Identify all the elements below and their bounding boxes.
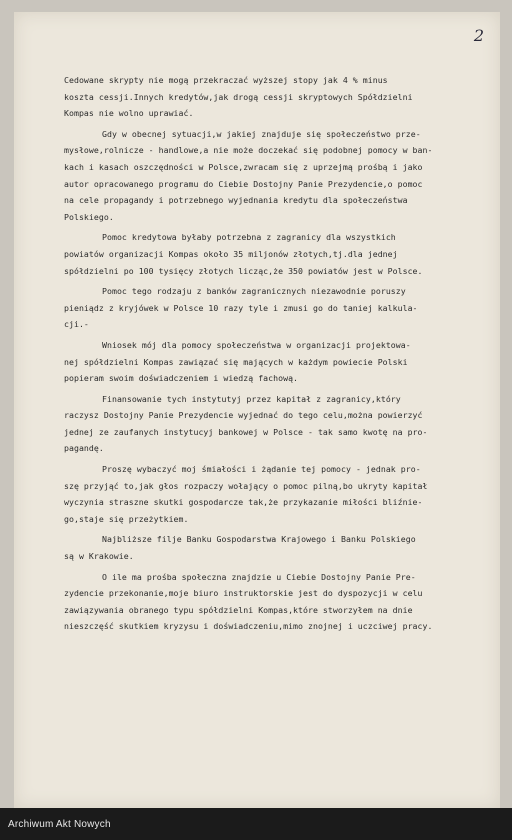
paragraph <box>64 229 488 279</box>
text-line: mysłowe,rolnicze - handlowe,a nie może doczekać się podobnej pomocy w ban- <box>64 145 433 156</box>
page-number: 2 <box>473 26 484 45</box>
text-line: wyczynia straszne skutki gospodarcze tak,że przykazanie miłości bliźnie- <box>64 497 423 508</box>
text-line: koszta cessji.Innych kredytów,jak drogą cessji skryptowych Spółdzielni <box>64 91 413 102</box>
text-line: szę przyjąć to,jak głos rozpaczy wołający o pomoc pilną,bo ukryty kapitał <box>64 480 428 491</box>
text-line: kach i kasach oszczędności w Polsce,zwracam się z uprzejmą prośbą i jako <box>64 161 423 172</box>
text-line: zydencie przekonanie,moje biuro instruktorskie jest do dyspozycji w celu <box>64 588 423 599</box>
paragraph <box>64 531 488 564</box>
text-line: na cele propagandy i potrzebnego wyjednania kredytu dla społeczeństwa <box>64 195 408 206</box>
text-line: Proszę wybaczyć moj śmiałości i żądanie tej pomocy - jednak pro- <box>102 464 421 475</box>
text-line: nieszczęść skutkiem kryzysu i doświadczeniu,mimo znojnej i uczciwej pracy. <box>64 621 433 632</box>
text-line: Polskiego. <box>64 211 114 222</box>
text-line: jednej ze zaufanych instytucyj bankowej w Polsce - tak samo kwotę na pro- <box>64 426 428 437</box>
paragraph <box>64 337 488 387</box>
text-line: Najbliższe filje Banku Gospodarstwa Krajowego i Banku Polskiego <box>102 534 416 545</box>
text-line: nej spółdzielni Kompas zawiązać się mających w każdym powiecie Polski <box>64 356 408 367</box>
text-line: powiatów organizacji Kompas około 35 miljonów złotych,tj.dla jednej <box>64 248 398 259</box>
text-line: są w Krakowie. <box>64 551 134 562</box>
text-line: O ile ma prośba społeczna znajdzie u Ciebie Dostojny Panie Pre- <box>102 571 416 582</box>
text-line: Finansowanie tych instytutyj przez kapitał z zagranicy,który <box>102 393 401 404</box>
paragraph <box>64 569 488 635</box>
document-page <box>14 12 500 808</box>
paragraph <box>64 283 488 333</box>
typed-letter-body <box>64 72 488 639</box>
archive-footer <box>0 808 512 840</box>
text-line: spółdzielni po 100 tysięcy złotych licząc,że 350 powiatów jest w Polsce. <box>64 265 423 276</box>
text-line: popieram swoim doświadczeniem i wiedzą fachową. <box>64 373 299 384</box>
text-line: raczysz Dostojny Panie Prezydencie wyjednać do tego celu,można powierzyć <box>64 410 423 421</box>
text-line: Wniosek mój dla pomocy społeczeństwa w organizacji projektowa- <box>102 339 411 350</box>
text-line: Pomoc tego rodzaju z banków zagranicznych niezawodnie poruszy <box>102 286 406 297</box>
text-line: autor opracowanego programu do Ciebie Dostojny Panie Prezydencie,o pomoc <box>64 178 423 189</box>
text-line: cji.- <box>64 319 89 330</box>
paragraph <box>64 461 488 527</box>
paragraph <box>64 126 488 226</box>
text-line: go,staje się przeżytkiem. <box>64 513 189 524</box>
text-line: Pomoc kredytowa byłaby potrzebna z zagranicy dla wszystkich <box>102 232 396 243</box>
archive-logo: Archiwum Akt Nowych <box>8 818 111 830</box>
text-line: pagandę. <box>64 443 104 454</box>
paragraph <box>64 72 488 122</box>
text-line: Kompas nie wolno uprawiać. <box>64 108 194 119</box>
text-line: Cedowane skrypty nie mogą przekraczać wyższej stopy jak 4 % minus <box>64 75 388 85</box>
text-line: Gdy w obecnej sytuacji,w jakiej znajduje się społeczeństwo prze- <box>102 128 421 139</box>
text-line: pieniądz z kryjówek w Polsce 10 razy tyle i zmusi go do taniej kalkula- <box>64 302 418 313</box>
text-line: zawiązywania obranego typu spółdzielni Kompas,które stworzyłem na dnie <box>64 604 413 615</box>
paragraph <box>64 391 488 457</box>
